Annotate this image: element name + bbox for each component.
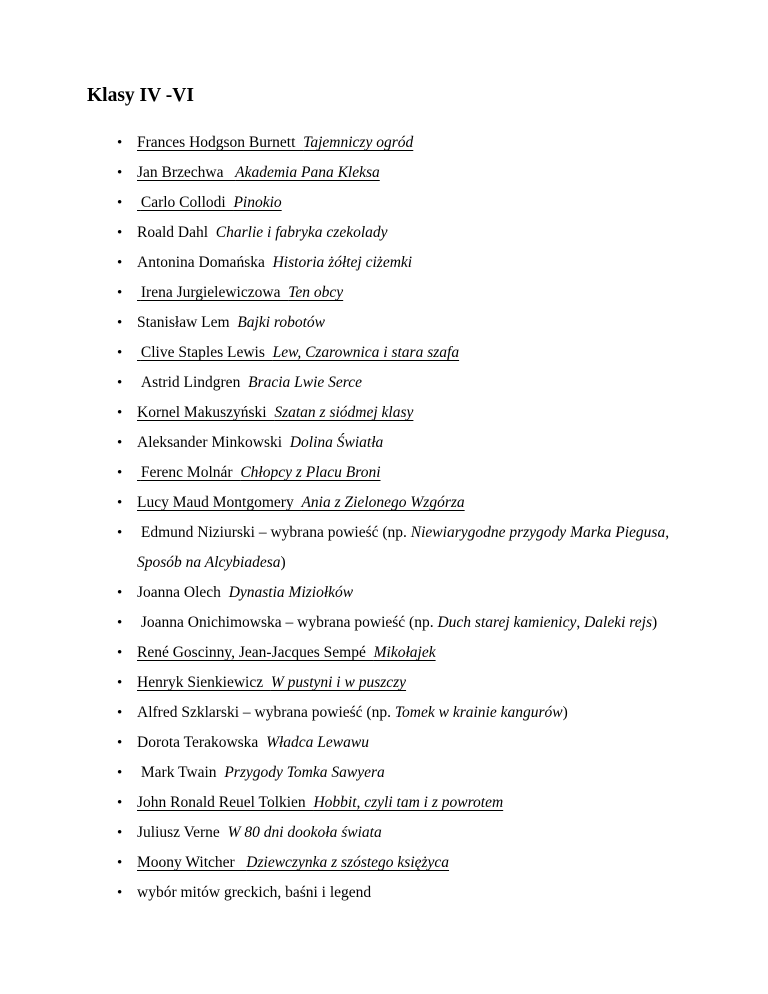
author-text: ) bbox=[651, 614, 658, 631]
bullet-icon: • bbox=[117, 765, 123, 781]
list-item-text bbox=[137, 734, 369, 751]
bullet-icon: • bbox=[117, 435, 123, 451]
book-title: Dziewczynka z szóstego księżyca bbox=[246, 854, 450, 871]
author-text: ) bbox=[280, 554, 286, 571]
book-title: Duch starej kamienicy bbox=[437, 614, 577, 631]
book-title: Przygody Tomka Sawyera bbox=[224, 764, 385, 781]
bullet-icon: • bbox=[117, 465, 123, 481]
bullet-icon: • bbox=[117, 225, 123, 241]
list-item bbox=[0, 878, 768, 908]
author-text: ) bbox=[562, 704, 568, 721]
book-title: Mikołajek bbox=[373, 644, 436, 661]
book-title: Ten obcy bbox=[288, 284, 344, 301]
list-item-text bbox=[137, 524, 673, 571]
reading-list bbox=[0, 128, 768, 908]
author-text: Stanisław Lem bbox=[137, 314, 238, 331]
list-item bbox=[0, 368, 768, 398]
list-item bbox=[0, 248, 768, 278]
list-item bbox=[0, 158, 768, 188]
list-item bbox=[0, 338, 768, 368]
author-text: Clive Staples Lewis bbox=[137, 344, 273, 361]
book-title: Hobbit, czyli tam i z powrotem bbox=[313, 794, 504, 811]
list-item-text bbox=[137, 674, 406, 691]
bullet-icon: • bbox=[117, 615, 123, 631]
list-item bbox=[0, 728, 768, 758]
author-text: Antonina Domańska bbox=[137, 254, 273, 271]
author-text: Irena Jurgielewiczowa bbox=[137, 284, 289, 301]
list-item bbox=[0, 218, 768, 248]
bullet-icon: • bbox=[117, 855, 123, 871]
list-item-text bbox=[137, 284, 343, 301]
author-text: Moony Witcher bbox=[137, 854, 247, 871]
book-title: Bajki robotów bbox=[237, 314, 325, 331]
list-item-text bbox=[137, 704, 568, 721]
bullet-icon: • bbox=[117, 135, 123, 151]
book-title: Lew, Czarownica i stara szafa bbox=[272, 344, 460, 361]
bullet-icon: • bbox=[117, 495, 123, 511]
book-title: Tomek w krainie kangurów bbox=[394, 704, 563, 721]
list-item-text bbox=[137, 824, 382, 841]
list-item bbox=[0, 308, 768, 338]
book-title: Historia żółtej ciżemki bbox=[272, 254, 413, 271]
list-item-text bbox=[137, 374, 362, 391]
bullet-icon: • bbox=[117, 885, 123, 901]
list-item bbox=[0, 698, 768, 728]
list-item-text bbox=[137, 134, 413, 151]
list-item-text bbox=[137, 404, 413, 421]
book-title: Pinokio bbox=[233, 194, 282, 211]
author-text: Jan Brzechwa bbox=[137, 164, 236, 181]
author-text: Joanna Onichimowska – wybrana powieść (np. bbox=[137, 614, 438, 631]
list-item-text bbox=[137, 494, 465, 511]
bullet-icon: • bbox=[117, 735, 123, 751]
author-text: Lucy Maud Montgomery bbox=[137, 494, 302, 511]
author-text: Ferenc Molnár bbox=[137, 464, 241, 481]
list-item-text bbox=[137, 764, 385, 781]
list-item-text bbox=[137, 344, 459, 361]
bullet-icon: • bbox=[117, 795, 123, 811]
list-item-text bbox=[137, 884, 371, 901]
book-title: Bracia Lwie Serce bbox=[248, 374, 363, 391]
bullet-icon: • bbox=[117, 375, 123, 391]
list-item-text bbox=[137, 584, 353, 601]
book-title: Władca Lewawu bbox=[266, 734, 369, 751]
list-item-text bbox=[137, 644, 436, 661]
list-item bbox=[0, 488, 768, 518]
author-text: René Goscinny, Jean-Jacques Sempé bbox=[137, 644, 374, 661]
list-item bbox=[0, 848, 768, 878]
bullet-icon: • bbox=[117, 405, 123, 421]
list-item bbox=[0, 758, 768, 788]
bullet-icon: • bbox=[117, 525, 123, 541]
author-text: Edmund Niziurski – wybrana powieść (np. bbox=[137, 524, 411, 541]
book-title: Akademia Pana Kleksa bbox=[235, 164, 380, 181]
list-item-text bbox=[137, 614, 657, 631]
author-text: Frances Hodgson Burnett bbox=[137, 134, 304, 151]
list-item-text bbox=[137, 314, 325, 331]
author-text: Dorota Terakowska bbox=[137, 734, 267, 751]
list-item bbox=[0, 638, 768, 668]
list-item bbox=[0, 188, 768, 218]
bullet-icon: • bbox=[117, 645, 123, 661]
author-text: Carlo Collodi bbox=[137, 194, 234, 211]
list-item-text bbox=[137, 434, 383, 451]
book-title: Ania z Zielonego Wzgórza bbox=[301, 494, 465, 511]
author-text: Astrid Lindgren bbox=[137, 374, 249, 391]
author-text: Kornel Makuszyński bbox=[137, 404, 275, 421]
page-title: Klasy IV -VI bbox=[87, 85, 194, 106]
list-item bbox=[0, 128, 768, 158]
bullet-icon: • bbox=[117, 345, 123, 361]
author-text: wybór mitów greckich, baśni i legend bbox=[137, 884, 372, 901]
list-item-text bbox=[137, 794, 503, 811]
author-text: Roald Dahl bbox=[137, 224, 216, 241]
list-item-text bbox=[137, 854, 449, 871]
author-text: Juliusz Verne bbox=[137, 824, 228, 841]
list-item bbox=[0, 518, 768, 578]
list-item bbox=[0, 608, 768, 638]
bullet-icon: • bbox=[117, 585, 123, 601]
list-item-text bbox=[137, 254, 412, 271]
book-title: Szatan z siódmej klasy bbox=[274, 404, 414, 421]
bullet-icon: • bbox=[117, 315, 123, 331]
author-text: Alfred Szklarski – wybrana powieść (np. bbox=[137, 704, 395, 721]
bullet-icon: • bbox=[117, 675, 123, 691]
list-item bbox=[0, 458, 768, 488]
author-text: Joanna Olech bbox=[137, 584, 229, 601]
book-title: W 80 dni dookoła świata bbox=[227, 824, 382, 841]
list-item bbox=[0, 428, 768, 458]
list-item bbox=[0, 578, 768, 608]
author-text: John Ronald Reuel Tolkien bbox=[137, 794, 314, 811]
book-title: Dolina Światła bbox=[289, 434, 384, 451]
list-item bbox=[0, 668, 768, 698]
bullet-icon: • bbox=[117, 285, 123, 301]
bullet-icon: • bbox=[117, 255, 123, 271]
book-title: Chłopcy z Placu Broni bbox=[240, 464, 381, 481]
book-title: Sposób na Alcybiadesa bbox=[137, 554, 281, 571]
book-title: Dynastia Miziołków bbox=[228, 584, 354, 601]
list-item bbox=[0, 818, 768, 848]
author-text: Henryk Sienkiewicz bbox=[137, 674, 271, 691]
author-text: , bbox=[576, 614, 585, 631]
book-title: Tajemniczy ogród bbox=[303, 134, 414, 151]
list-item bbox=[0, 398, 768, 428]
book-title: W pustyni i w puszczy bbox=[270, 674, 407, 691]
list-item-text bbox=[137, 194, 282, 211]
author-text: , bbox=[665, 524, 673, 541]
list-item-text bbox=[137, 164, 380, 181]
bullet-icon: • bbox=[117, 195, 123, 211]
bullet-icon: • bbox=[117, 705, 123, 721]
list-item bbox=[0, 788, 768, 818]
list-item-text bbox=[137, 224, 388, 241]
author-text: Aleksander Minkowski bbox=[137, 434, 290, 451]
book-title: Daleki rejs bbox=[584, 614, 652, 631]
list-item-text bbox=[137, 464, 381, 481]
book-title: Niewiarygodne przygody Marka Piegusa bbox=[410, 524, 666, 541]
author-text: Mark Twain bbox=[137, 764, 225, 781]
book-title: Charlie i fabryka czekolady bbox=[215, 224, 388, 241]
list-item bbox=[0, 278, 768, 308]
bullet-icon: • bbox=[117, 825, 123, 841]
bullet-icon: • bbox=[117, 165, 123, 181]
